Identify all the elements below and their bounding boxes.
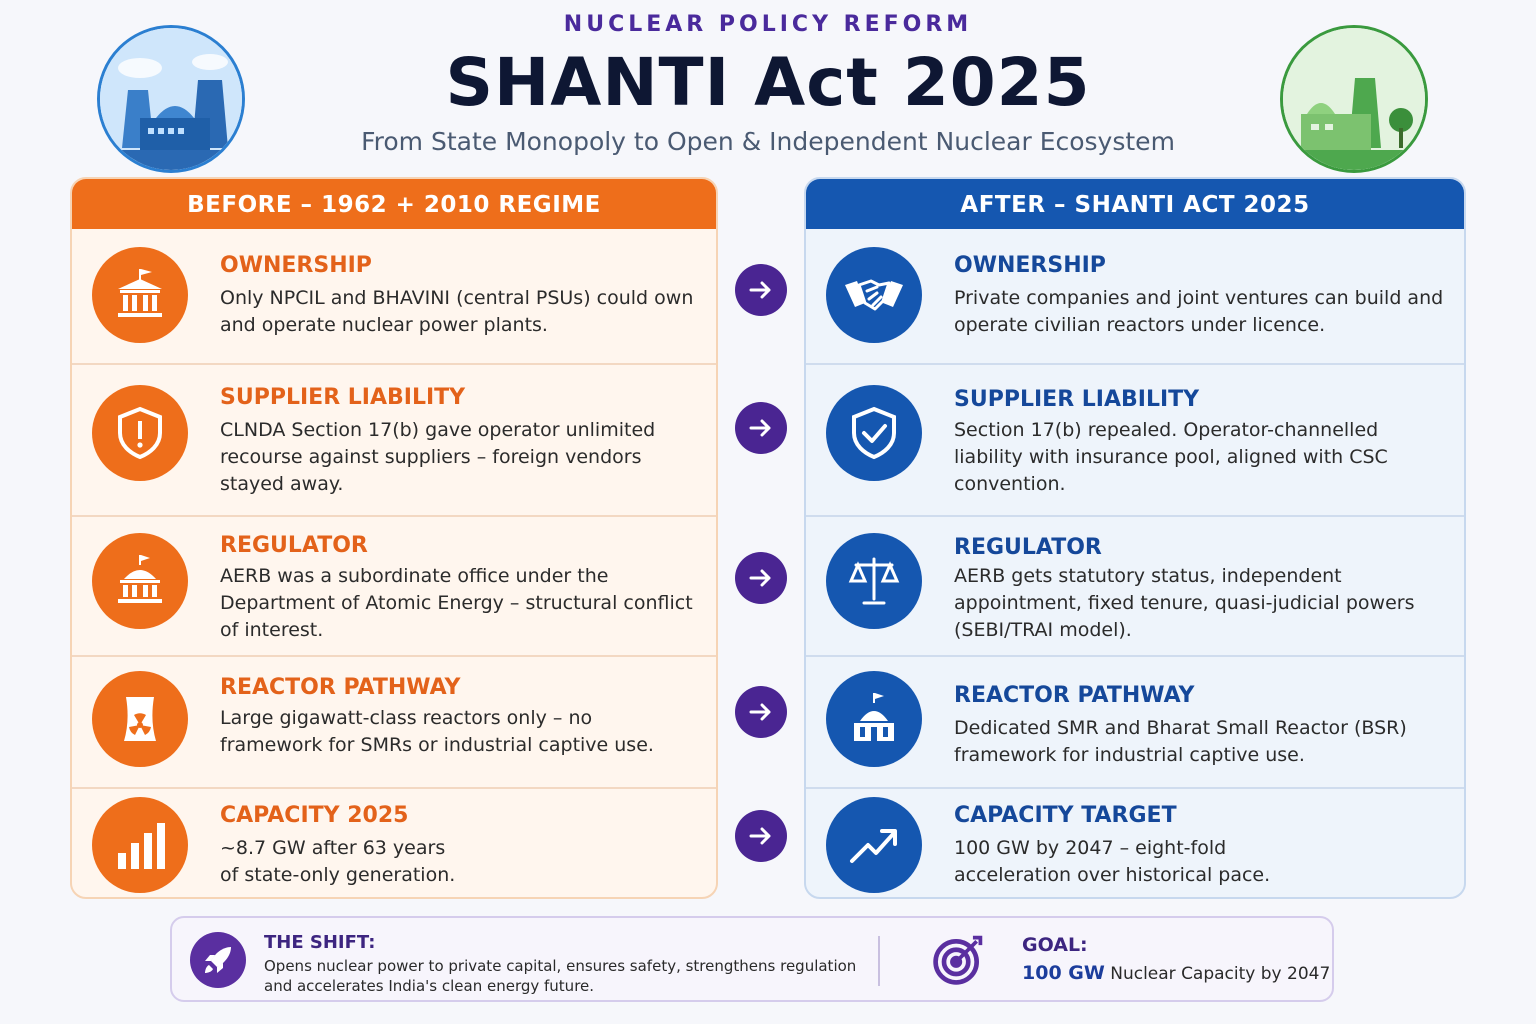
capitol-dome-icon [92,533,188,629]
row-title: OWNERSHIP [954,253,1106,278]
row-title: REACTOR PATHWAY [220,675,461,700]
goal-line [1022,962,1330,984]
before-row-reactor-pathway [72,655,716,787]
before-panel [70,177,718,899]
kicker-label: NUCLEAR POLICY REFORM [563,12,973,37]
row-title: CAPACITY TARGET [954,803,1177,828]
arrow-right-icon [735,686,787,738]
check-shield-icon [826,385,922,481]
footer-summary [170,916,1334,1002]
before-panel-heading: BEFORE – 1962 + 2010 REGIME [72,179,716,229]
reactor-building-icon [826,671,922,767]
row-title: REGULATOR [220,533,368,558]
target-icon [930,932,986,988]
bar-chart-icon [92,797,188,893]
before-row-ownership [72,229,716,363]
row-text: Only NPCIL and BHAVINI (central PSUs) could own and operate nuclear power plants. [220,287,694,336]
page-subtitle: From State Monopoly to Open & Independent Nuclear Ecosystem [361,127,1175,156]
after-row-capacity [806,787,1464,899]
after-row-supplier-liability [806,363,1464,515]
arrow-right-icon [735,810,787,862]
row-title: REGULATOR [954,535,1102,560]
footer-divider [878,936,880,986]
handshake-icon [826,247,922,343]
goal-value: 100 GW [1022,962,1105,984]
after-row-regulator [806,515,1464,655]
goal-text: Nuclear Capacity by 2047 [1110,964,1331,984]
goal-title: GOAL: [1022,934,1088,956]
page-title: SHANTI Act 2025 [445,44,1091,121]
after-row-reactor-pathway [806,655,1464,787]
row-title: CAPACITY 2025 [220,803,409,828]
rocket-icon [190,932,246,988]
row-title: REACTOR PATHWAY [954,683,1195,708]
row-text: CLNDA Section 17(b) gave operator unlimited recourse against suppliers – foreign vendors stayed away. [220,419,656,495]
nuclear-plant-blue-icon [97,25,245,173]
row-text: AERB gets statutory status, independent appointment, fixed tenure, quasi-judicial powers (SEBI/TRAI model). [954,565,1415,641]
scales-icon [826,533,922,629]
row-title: SUPPLIER LIABILITY [954,387,1200,412]
row-text: AERB was a subordinate office under the Department of Atomic Energy – structural conflict of interest. [220,565,693,641]
government-building-icon [92,247,188,343]
after-row-ownership [806,229,1464,363]
before-row-capacity [72,787,716,899]
row-title: OWNERSHIP [220,253,372,278]
after-panel-heading: AFTER – SHANTI ACT 2025 [806,179,1464,229]
row-text: 100 GW by 2047 – eight-fold acceleration over historical pace. [954,837,1271,886]
before-row-regulator [72,515,716,655]
row-text: Large gigawatt-class reactors only – no framework for SMRs or industrial captive use. [220,707,654,756]
nuclear-plant-green-icon [1280,25,1428,173]
row-text: Dedicated SMR and Bharat Small Reactor (BSR) framework for industrial captive use. [954,717,1407,766]
trend-up-icon [826,797,922,893]
after-panel [804,177,1466,899]
before-row-supplier-liability [72,363,716,515]
cooling-tower-radiation-icon [92,671,188,767]
row-text: ~8.7 GW after 63 years of state-only generation. [220,837,456,886]
arrow-right-icon [735,552,787,604]
warning-shield-icon [92,385,188,481]
arrow-right-icon [735,402,787,454]
row-text: Section 17(b) repealed. Operator-channelled liability with insurance pool, aligned with CSC convention. [954,419,1388,495]
row-title: SUPPLIER LIABILITY [220,385,466,410]
row-text: Private companies and joint ventures can build and operate civilian reactors under licence. [954,287,1444,336]
arrow-right-icon [735,264,787,316]
shift-title: THE SHIFT: [264,932,376,953]
shift-text: Opens nuclear power to private capital, ensures safety, strengthens regulation and accelerates India's clean energy future. [264,957,857,995]
